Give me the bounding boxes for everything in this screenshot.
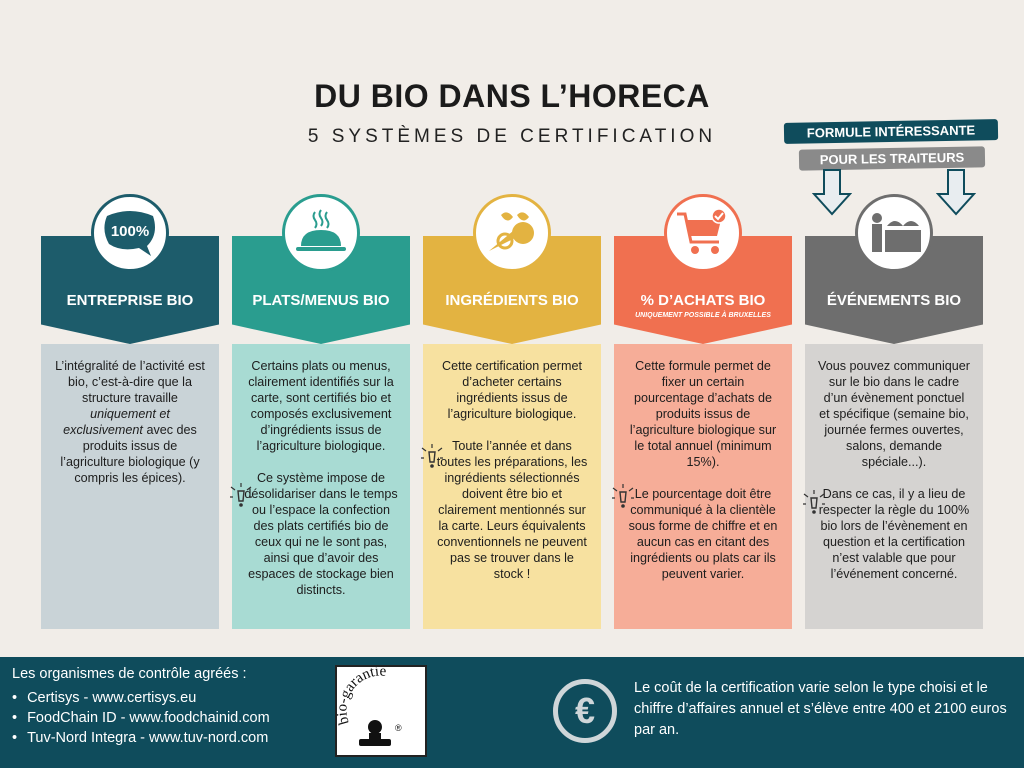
column-label: ÉVÉNEMENTS BIO (826, 292, 962, 309)
100-percent-bubble-icon (91, 194, 169, 272)
body-emphasis: uniquement et exclusivement (63, 407, 170, 437)
column-text (626, 358, 780, 598)
paragraph-2: Dans ce cas, il y a lieu de respecter la règle du 100% bio lors de l’évènement en question et la certification n’est valable que pour l’événement concerné. (818, 487, 970, 581)
shopping-cart-icon (664, 194, 742, 272)
column-text (53, 358, 207, 486)
traiteurs-badge-line2: POUR LES TRAITEURS (799, 146, 985, 170)
paragraph-2: Toute l’année et dans toutes les préparations, les ingrédients sélectionnés doivent être bio et clairement mentionnés sur la carte. Leurs équivalents conventionnels ne peuvent pas se trouver dans le stock ! (436, 439, 588, 581)
vegetables-icon (473, 194, 551, 272)
page-title: DU BIO DANS L’HORECA (314, 78, 710, 114)
organism-item: • Certisys - www.certisys.eu (12, 688, 270, 708)
organism-item: • FoodChain ID - www.foodchainid.com (12, 708, 270, 728)
column-achats-bio (614, 236, 792, 629)
logo-registered-mark: ® (395, 723, 402, 733)
column-label: ENTREPRISE BIO (66, 292, 194, 309)
organism-item: • Tuv-Nord Integra - www.tuv-nord.com (12, 728, 270, 748)
paragraph-2: Ce système impose de désolidariser dans le temps ou l’espace la confection des plats certifiés bio de ceux qui ne le sont pas, ainsi que d’avoir des espaces de stockage bien distincts. (244, 471, 398, 597)
column-evenements-bio (805, 236, 983, 629)
paragraph-1: Cette formule permet de fixer un certain pourcentage d’achats de produits issus de l’agriculture biologique sur le total annuel (minimum 15%). (629, 359, 777, 469)
column-text (435, 358, 589, 598)
euro-icon: € (553, 679, 617, 743)
column-text (817, 358, 971, 598)
certification-cost-text: Le coût de la certification varie selon le type choisi et le chiffre d’affaires annuel et s’élève entre 400 et 2100 euros par an. (634, 680, 1007, 738)
down-arrow-icon (936, 168, 976, 216)
column-entreprise-bio (41, 236, 219, 629)
catering-buffet-icon (855, 194, 933, 272)
column-sublabel: UNIQUEMENT POSSIBLE À BRUXELLES (635, 312, 771, 319)
traiteurs-badge-line1: FORMULE INTÉRESSANTE (784, 119, 998, 144)
page-subtitle: 5 SYSTÈMES DE CERTIFICATION (307, 126, 717, 147)
column-label: PLATS/MENUS BIO (252, 292, 390, 309)
paragraph-1: Certains plats ou menus, clairement identifiés sur la carte, sont certifiés bio et composés exclusivement d’ingrédients issus de l’agriculture biologique. (248, 359, 394, 453)
paragraph-2: Le pourcentage doit être communiqué à la clientèle sous forme de chiffre et en aucun cas en citant des ingrédients ou plats car ils peuvent varier. (628, 487, 778, 581)
column-label: % D’ACHATS BIO (640, 292, 766, 309)
paragraph-1: Vous pouvez communiquer sur le bio dans le cadre d’un évènement ponctuel et spécifique (semaine bio, journée fermes ouvertes, salons, demande spéciale...). (818, 359, 970, 469)
cloche-dish-icon (282, 194, 360, 272)
bio-garantie-logo (335, 665, 427, 757)
body-text: L’intégralité de l’activité est bio, c’est-à-dire que la structure travaille (55, 359, 205, 405)
warning-icon (229, 483, 253, 509)
column-label: INGRÉDIENTS BIO (445, 292, 579, 309)
column-ingredients-bio (423, 236, 601, 629)
body-text-tail: avec des produits issus de l’agriculture biologique (y compris les épices). (60, 423, 200, 485)
bubble-text: 100% (110, 223, 150, 240)
column-body (41, 344, 219, 629)
down-arrow-icon (812, 168, 852, 216)
warning-icon (802, 490, 826, 516)
paragraph-1: Cette certification permet d’acheter certains ingrédients issus de l’agriculture biologique. (442, 359, 582, 421)
organisms-list (12, 688, 270, 748)
footer (0, 657, 1024, 768)
column-body (232, 344, 410, 629)
column-body (614, 344, 792, 629)
warning-icon (611, 484, 635, 510)
column-body (805, 344, 983, 629)
organisms-title: Les organismes de contrôle agréés : (12, 666, 247, 682)
warning-icon (420, 444, 444, 470)
column-text (244, 358, 398, 614)
logo-text: garantie (337, 667, 387, 701)
column-plats-menus-bio (232, 236, 410, 629)
column-body (423, 344, 601, 629)
